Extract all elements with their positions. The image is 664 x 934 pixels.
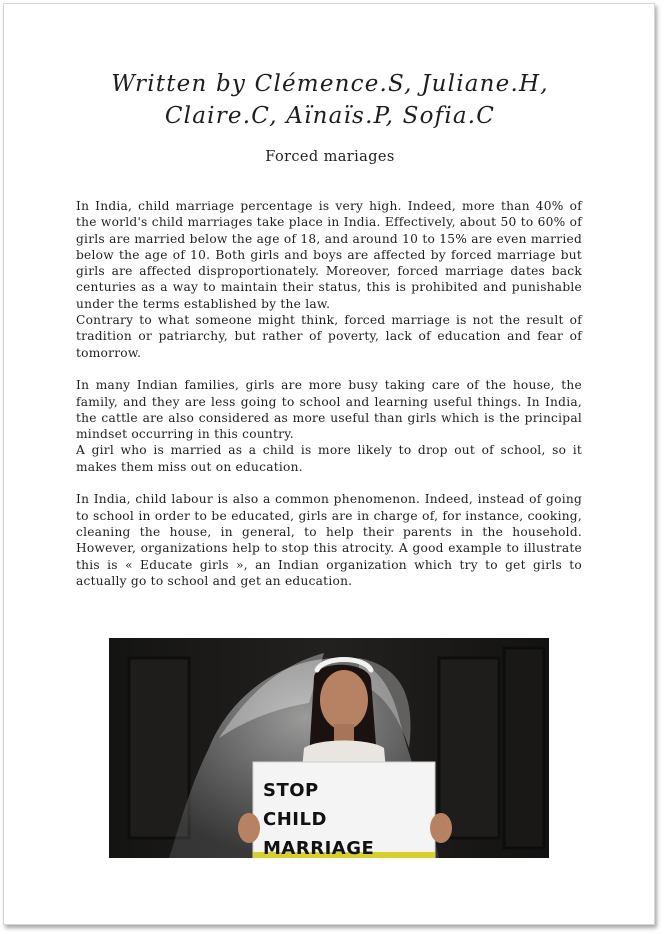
paragraph-2: Contrary to what someone might think, forced marriage is not the result of tradition or patriarchy, but rather of poverty, lack of education and fear of tomorrow.	[76, 313, 582, 360]
paragraph-spacer	[76, 361, 582, 377]
neck	[334, 724, 354, 742]
paragraph-1: In India, child marriage percentage is very high. Indeed, more than 40% of the world's child marriages take place in India. Effectively, about 50 to 60% of girls are married below the age of 18, and around 10 to 15% are even married below the age of 10. Both girls and boys are affected by forced marriage but girls are affected disproportionately. Moreover, forced marriage dates back centuries as a way to maintain their status, this is prohibited and punishable under the terms established by the law.	[76, 199, 582, 311]
stop-child-marriage-photo	[109, 638, 549, 858]
author-title-line-1: Written by Clémence.S, Juliane.H,	[111, 71, 549, 97]
sign-text	[263, 776, 374, 858]
door-panel	[504, 648, 544, 848]
paragraph-3: In many Indian families, girls are more busy taking care of the house, the family, and they are less going to school and learning useful things. In India, the cattle are also considered as more useful than girls which is the principal mindset occurring in this country.	[76, 378, 582, 442]
sign-line-marriage: MARRIAGE	[263, 838, 375, 858]
face	[320, 670, 368, 730]
article-subtitle: Forced mariages	[265, 149, 395, 165]
right-hand	[430, 813, 452, 843]
sign-line-stop: STOP	[263, 780, 319, 801]
door-panel	[439, 658, 499, 838]
paragraph-5: In India, child labour is also a common phenomenon. Indeed, instead of going to school in order to be educated, girls are in charge of, for instance, cooking, cleaning the house, in general, to help their parents in the household. However, organizations help to stop this atrocity. A good example to illustrate this is « Educate girls », an Indian organization which try to get girls to actually go to school and get an education.	[76, 492, 582, 588]
paragraph-spacer	[76, 475, 582, 491]
article-body	[76, 198, 582, 589]
door-panel	[129, 658, 189, 838]
paragraph-4: A girl who is married as a child is more likely to drop out of school, so it makes them miss out on education.	[76, 443, 582, 474]
left-hand	[238, 813, 260, 843]
author-title	[4, 68, 656, 132]
document-page	[3, 3, 655, 925]
sign-line-child: CHILD	[263, 809, 327, 830]
author-title-line-2: Claire.C, Aïnaïs.P, Sofia.C	[164, 103, 496, 129]
